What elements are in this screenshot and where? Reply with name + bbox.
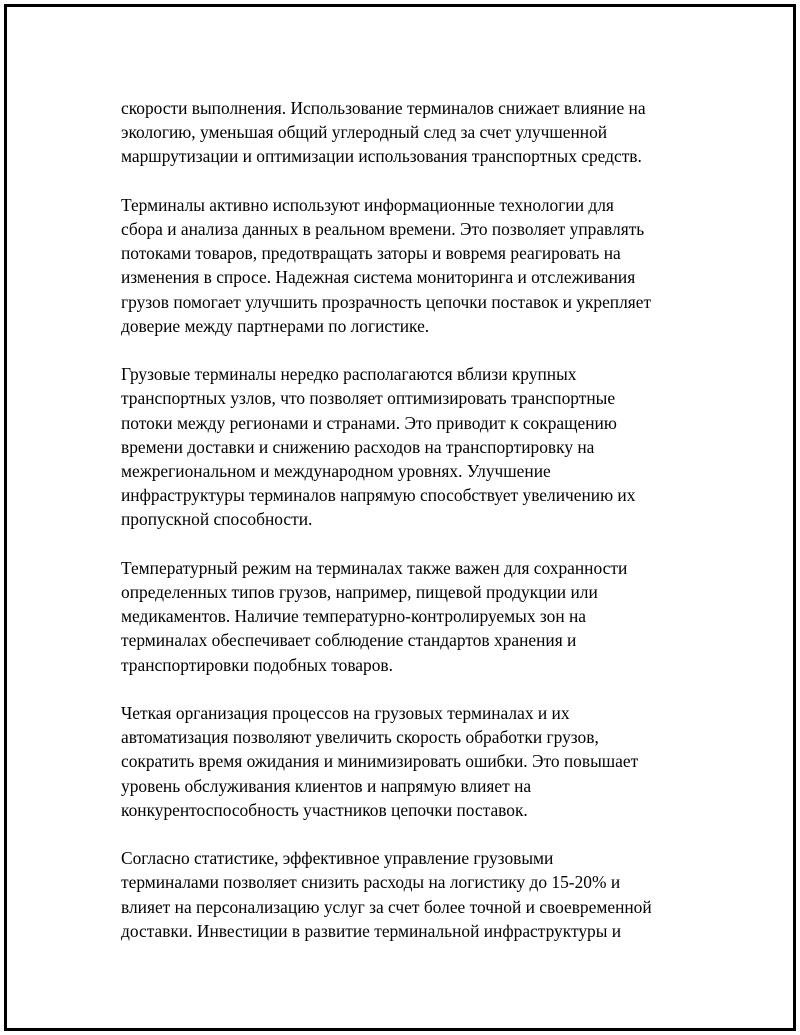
text-line: влияет на персонализацию услуг за счет более точной и своевременной [121,896,652,917]
paragraph-6 [121,846,706,943]
text-line: медикаментов. Наличие температурно-контролируемых зон на [121,606,587,627]
text-line: терминалами позволяет снизить расходы на логистику до 15-20% и [121,872,621,893]
text-line: скорости выполнения. Использование терминалов снижает влияние на [121,98,646,118]
document-body [121,96,706,967]
page-border [4,4,796,1031]
paragraph-3 [121,362,706,531]
text-line: терминалах обеспечивает соблюдение стандартов хранения и [121,630,577,651]
text-line: Согласно статистике, эффективное управление грузовыми [121,848,554,869]
paragraph-5 [121,701,706,822]
text-line: Грузовые терминалы нередко располагаются вблизи крупных [121,364,577,385]
text-line: Четкая организация процессов на грузовых терминалах и их [121,703,570,724]
text-line: потоки между регионами и странами. Это приводит к сокращению [121,412,617,433]
text-line: уровень обслуживания клиентов и напрямую влияет на [121,775,532,796]
text-line: межрегиональном и международном уровнях. Улучшение [121,461,551,482]
text-line: Терминалы активно используют информационные технологии для [121,194,614,215]
paragraph-4 [121,556,706,677]
text-line: автоматизация позволяют увеличить скорость обработки грузов, [121,727,599,748]
text-line: маршрутизации и оптимизации использования транспортных средств. [121,146,642,167]
text-line: инфраструктуры терминалов напрямую способствует увеличению их [121,485,636,506]
text-line: потоками товаров, предотвращать заторы и вовремя реагировать на [121,243,621,264]
text-line: сократить время ожидания и минимизировать ошибки. Это повышает [121,751,639,772]
text-line: Температурный режим на терминалах также важен для сохранности [121,557,628,578]
text-line: доверие между партнерами по логистике. [121,315,430,336]
text-line: изменения в спросе. Надежная система мониторинга и отслеживания [121,267,636,288]
text-line: сбора и анализа данных в реальном времени. Это позволяет управлять [121,219,645,239]
text-line: конкурентоспособность участников цепочки поставок. [121,799,528,820]
text-line: транспортных узлов, что позволяет оптимизировать транспортные [121,388,616,409]
paragraph-1 [121,96,706,169]
text-line: грузов помогает улучшить прозрачность цепочки поставок и укрепляет [121,291,652,312]
text-line: времени доставки и снижению расходов на транспортировку на [121,436,595,457]
text-line: пропускной способности. [121,509,313,530]
text-line: транспортировки подобных товаров. [121,654,393,675]
paragraph-2 [121,193,706,338]
text-line: определенных типов грузов, например, пищевой продукции или [121,582,598,603]
text-line: доставки. Инвестиции в развитие терминальной инфраструктуры и [121,920,622,941]
text-line: экологию, уменьшая общий углеродный след за счет улучшенной [121,122,608,143]
